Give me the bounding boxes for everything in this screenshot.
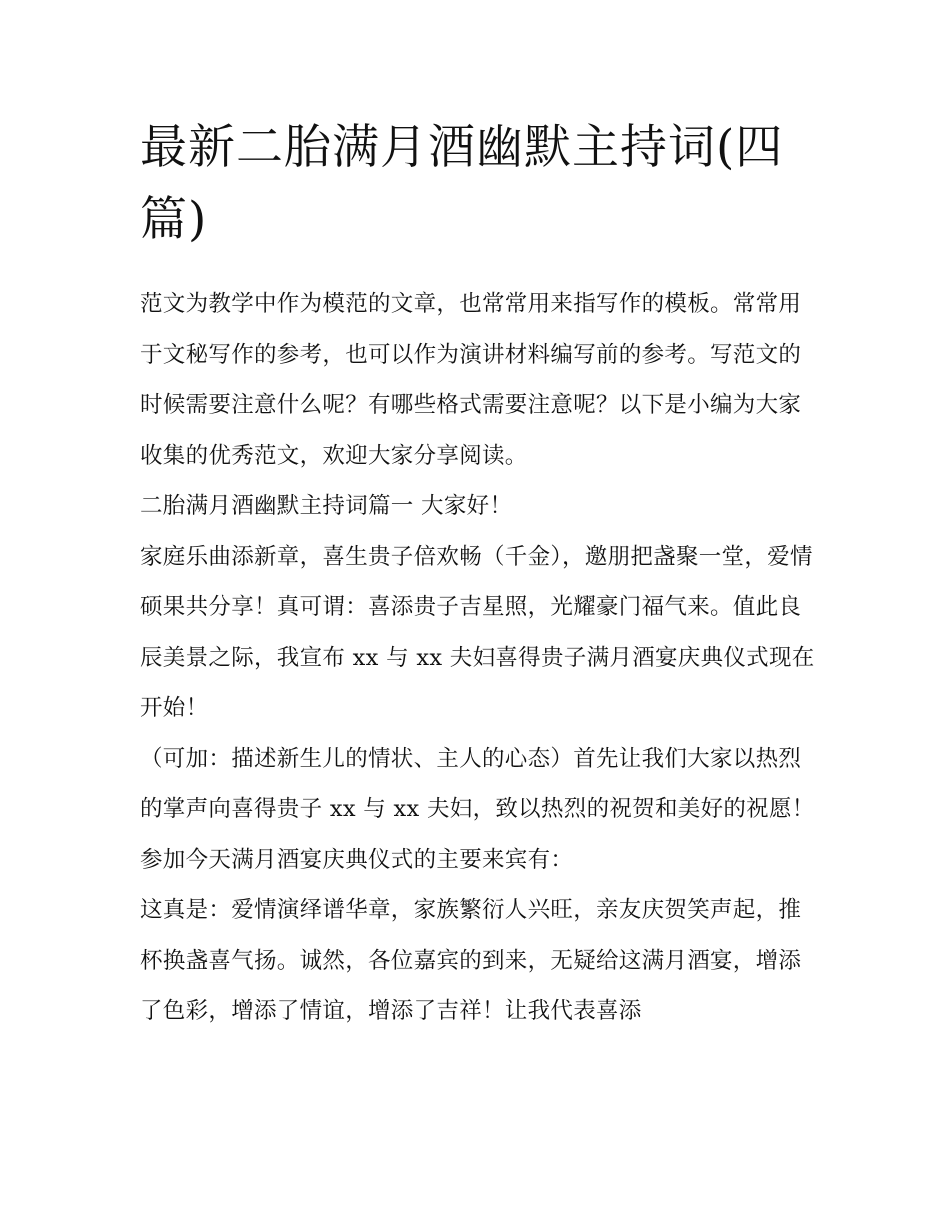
congratulation-paragraph: （可加：描述新生儿的情状、主人的心态）首先让我们大家以热烈的掌声向喜得贵子 xx 与 xx 夫妇，致以热烈的祝贺和美好的祝愿！ xyxy=(140,745,815,822)
section-heading-greeting: 二胎满月酒幽默主持词篇一 大家好！ xyxy=(140,493,513,519)
opening-paragraph: 家庭乐曲添新章，喜生贵子倍欢畅（千金），邀朋把盏聚一堂，爱情硕果共分享！真可谓：喜添贵子吉星照，光耀豪门福气来。值此良辰美景之际，我宣布 xx 与 xx 夫妇喜得贵子满月酒宴庆典仪式现在开始！ xyxy=(140,543,815,721)
closing-paragraph: 这真是：爱情演绎谱华章，家族繁衍人兴旺，亲友庆贺笑声起，推杯换盏喜气扬。诚然，各位嘉宾的到来，无疑给这满月酒宴，增添了色彩，增添了情谊，增添了吉祥！让我代表喜添 xyxy=(140,897,802,1024)
guests-paragraph: 参加今天满月酒宴庆典仪式的主要来宾有： xyxy=(140,846,574,873)
intro-paragraph: 范文为教学中作为模范的文章，也常常用来指写作的模板。常常用于文秘写作的参考，也可以作为演讲材料编写前的参考。写范文的时候需要注意什么呢？有哪些格式需要注意呢？以下是小编为大家收集的优秀范文，欢迎大家分享阅读。 xyxy=(140,291,802,469)
document-title: 最新二胎满月酒幽默主持词(四篇) xyxy=(140,120,784,247)
document-body xyxy=(140,279,820,1037)
